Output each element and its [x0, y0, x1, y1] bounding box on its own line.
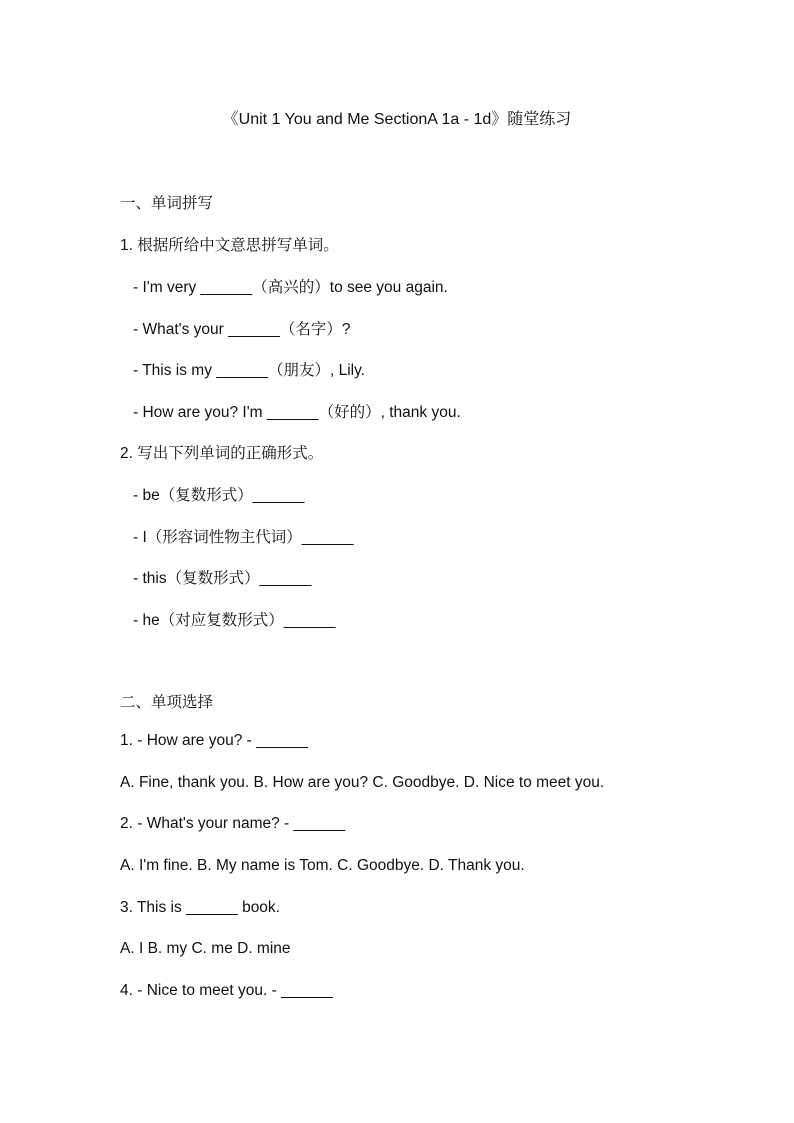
section1-q2-item: - I（形容词性物主代词）______ — [133, 529, 354, 546]
section2-line: 2. - What's your name? - ______ — [120, 815, 346, 832]
section2-line: 1. - How are you? - ______ — [120, 732, 308, 749]
section1-q1-item: - How are you? I'm ______（好的）, thank you. — [133, 404, 461, 421]
section1-q2-item: - be（复数形式）______ — [133, 487, 305, 504]
section1-q1-text: 1. 根据所给中文意思拼写单词。 — [120, 237, 339, 254]
section1-q2-text: 2. 写出下列单词的正确形式。 — [120, 445, 324, 462]
section1-q2-item: - he（对应复数形式）______ — [133, 612, 336, 629]
section2-line: 4. - Nice to meet you. - ______ — [120, 982, 333, 999]
section1-q2-item: - this（复数形式）______ — [133, 570, 312, 587]
page-title: 《Unit 1 You and Me SectionA 1a - 1d》随堂练习 — [222, 111, 572, 128]
section1-q1-item: - I'm very ______（高兴的）to see you again. — [133, 279, 448, 296]
section1-heading: 一、单词拼写 — [120, 195, 214, 212]
section2-heading: 二、单项选择 — [120, 694, 214, 711]
section2-line: A. Fine, thank you. B. How are you? C. Goodbye. D. Nice to meet you. — [120, 774, 605, 791]
section1-q1-item: - This is my ______（朋友）, Lily. — [133, 362, 365, 379]
section1-q1-item: - What's your ______（名字）? — [133, 321, 351, 338]
section2-line: A. I B. my C. me D. mine — [120, 940, 291, 957]
section2-line: A. I'm fine. B. My name is Tom. C. Goodbye. D. Thank you. — [120, 857, 525, 874]
section2-line: 3. This is ______ book. — [120, 899, 280, 916]
